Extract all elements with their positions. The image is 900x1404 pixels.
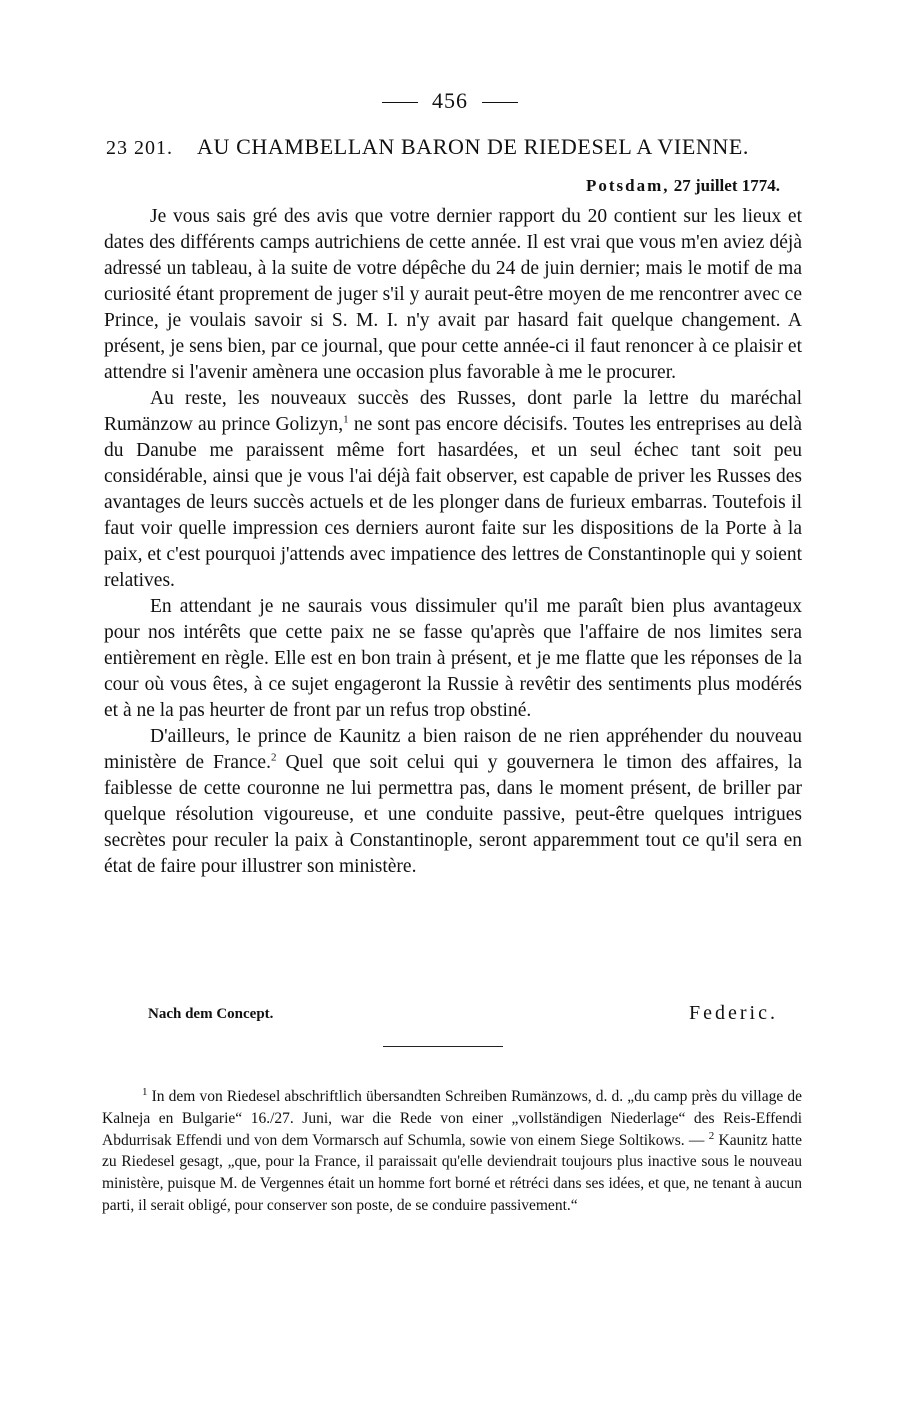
footnote-text-2: Kaunitz hatte zu Riedesel gesagt, „que, pour la France, il paraissait qu'elle deviendrait toujours plus inactive sous le nouveau ministère, puisque M. de Vergennes était un homme fort borné et rétréci dans ses idées, et que, ne tenant à aucun parti, il serait obligé, pour conserver son poste, de se conduire passivement.“: [102, 1131, 802, 1214]
paragraph-1: [104, 204, 802, 386]
paragraph-text-after: Quel que soit celui qui y gouvernera le timon des affaires, la faiblesse de cette couronne ne lui permettra pas, dans le moment présent, de briller par quelque résolution vigoureuse, et une conduite passive, peut-être quelques intrigues secrètes pour reculer la paix à Constantinople, seront apparemment tout ce qu'il sera en état de faire pour illustrer son ministère.: [104, 752, 802, 877]
page-number-header: [0, 88, 900, 114]
paragraph-2: [104, 386, 802, 594]
signoff: [148, 1002, 778, 1028]
footnote-paragraph: [102, 1086, 802, 1217]
footnote-mark-2: 2: [708, 1129, 715, 1142]
right-dash: [482, 102, 518, 103]
letter-title: AU CHAMBELLAN BARON DE RIEDESEL A VIENNE.: [197, 134, 749, 159]
paragraph-text-before: D'ailleurs, le prince de Kaunitz a bien raison de ne rien appréhender du nouveau ministère de France.: [104, 726, 802, 773]
page-number: 456: [432, 88, 468, 113]
footnotes: [102, 1086, 802, 1217]
letter-heading: [106, 134, 806, 160]
source-note: Nach dem Concept.: [148, 1006, 274, 1022]
paragraph-4: [104, 724, 802, 880]
paragraph-3: [104, 594, 802, 724]
paragraph-text: En attendant je ne saurais vous dissimuler qu'il me paraît bien plus avantageux pour nos intérêts que cette paix ne se fasse qu'après que l'affaire de nos limites sera entièrement en règle. Elle est en bon train à présent, et je me flatte que les réponses de la cour où vous êtes, à ce sujet engageront la Russie à revêtir des sentiments plus modérés et à ne la pas heurter de front par un refus trop obstiné.: [104, 596, 802, 721]
paragraph-text-before: Au reste, les nouveaux succès des Russes, dont parle la lettre du maréchal Rumänzow au prince Golizyn,: [104, 388, 802, 435]
signature: Federic.: [689, 1002, 778, 1024]
dateline-place: Potsdam,: [585, 176, 670, 195]
footnote-ref-2: 2: [270, 751, 277, 764]
letter-number: 23 201.: [106, 137, 173, 159]
paragraph-text: Je vous sais gré des avis que votre dernier rapport du 20 contient sur les lieux et dates des différents camps autrichiens de cette année. Il est vrai que vous m'en aviez déjà adressé un tableau, à la suite de votre dépêche du 24 de juin dernier; mais le motif de ma curiosité étant proprement de juger s'il y aurait peut-être moyen de me rencontrer avec ce Prince, je voulais savoir si S. M. I. n'y avait par hasard fait quelque changement. A présent, je sens bien, par ce journal, que pour cette année-ci il faut renoncer à ce plaisir et attendre si l'avenir amènera une occasion plus favorable à me le procurer.: [104, 206, 802, 383]
dateline-date: 27 juillet 1774.: [673, 176, 780, 195]
paragraph-text-after: ne sont pas encore décisifs. Toutes les entreprises au delà du Danube me paraissent même fort hasardées, et un seul échec tant soit peu considérable, ainsi que je vous l'ai déjà fait observer, est capable de priver les Russes des avantages de leurs succès actuels et de les plonger dans de furieux embarras. Toutefois il faut voir quelle impression ces derniers auront faite sur les dispositions de la Porte à la paix, et c'est pourquoi j'attends avec impatience des lettres de Constantinople qui y soient relatives.: [104, 414, 803, 591]
footnote-text-1: In dem von Riedesel abschriftlich übersandten Schreiben Rumänzows, d. d. „du camp près du village de Kalneja en Bulgarie“ 16./27. Juni, war die Rede von einer „vollständigen Niederlage“ des Reis-Effendi Abdurrisak Effendi und von dem Vormarsch auf Schumla, sowie von einem Siege Soltikows. —: [102, 1088, 802, 1149]
footnote-ref-1: 1: [343, 413, 349, 426]
left-dash: [382, 102, 418, 103]
dateline: [586, 176, 780, 196]
letter-body: [104, 204, 802, 880]
footnote-separator: [383, 1046, 503, 1047]
footnote-mark-1: 1: [142, 1085, 148, 1098]
